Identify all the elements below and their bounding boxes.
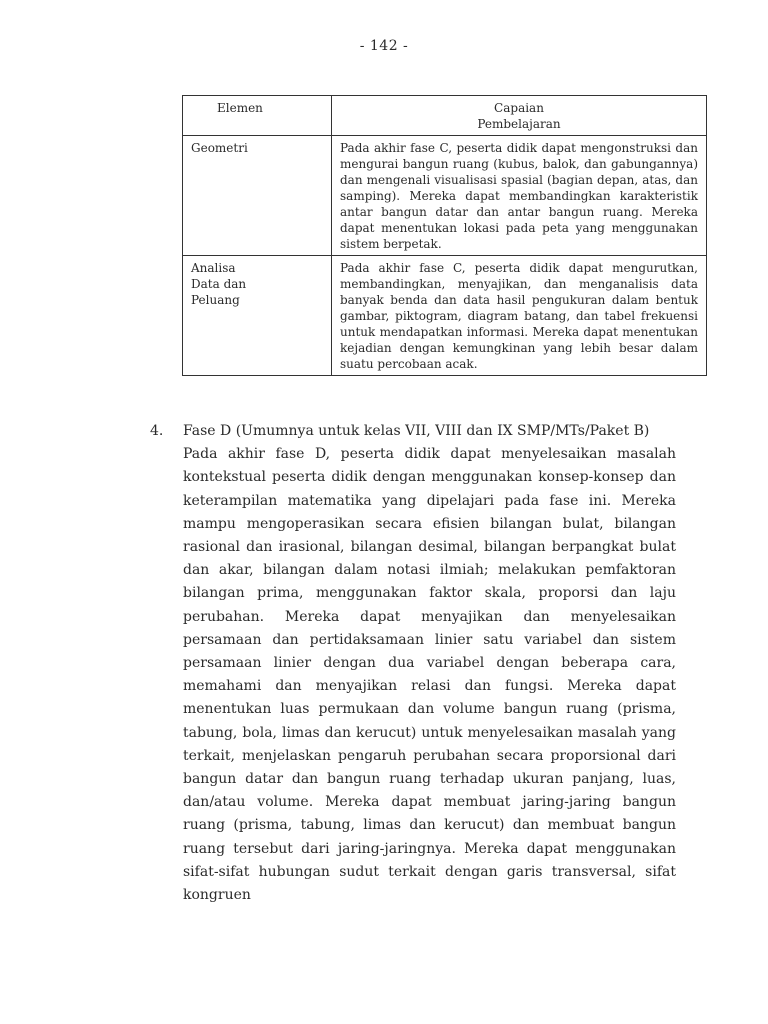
table-row [183, 256, 707, 376]
row-element-name: Analisa Data dan Peluang [183, 256, 332, 376]
row-element-description: Pada akhir fase C, peserta didik dapat mengurutkan, membandingkan, menyajikan, dan menganalisis data banyak benda dan data hasil pengukuran dalam bentuk gambar, piktogram, diagram batang, dan tabel frekuensi untuk mendapatkan informasi. Mereka dapat menentukan kejadian dengan kemungkinan yang lebih besar dalam suatu percobaan acak. [332, 256, 707, 376]
learning-outcomes-table [182, 95, 707, 376]
header-elemen: Elemen [183, 96, 332, 136]
section-heading: Fase D (Umumnya untuk kelas VII, VIII dan IX SMP/MTs/Paket B) [183, 423, 650, 439]
page-number: - 142 - [359, 38, 409, 54]
header-capaian-pembelajaran: Capaian Pembelajaran [332, 96, 707, 136]
table-header-row [183, 96, 707, 136]
row-element-description: Pada akhir fase C, peserta didik dapat mengonstruksi dan mengurai bangun ruang (kubus, balok, dan gabungannya) dan mengenali visualisasi spasial (bagian depan, atas, dan samping). Mereka dapat membandingkan karakteristik antar bangun datar dan antar bangun ruang. Mereka dapat menentukan lokasi pada peta yang menggunakan sistem berpetak. [332, 136, 707, 256]
section-body-paragraph: Pada akhir fase D, peserta didik dapat menyelesaikan masalah kontekstual peserta didik dengan menggunakan konsep-konsep dan keterampilan matematika yang dipelajari pada fase ini. Mereka mampu mengoperasikan secara efisien bilangan bulat, bilangan rasional dan irasional, bilangan desimal, bilangan berpangkat bulat dan akar, bilangan dalam notasi ilmiah; melakukan pemfaktoran bilangan prima, menggunakan faktor skala, proporsi dan laju perubahan. Mereka dapat menyajikan dan menyelesaikan persamaan dan pertidaksamaan linier satu variabel dan sistem persamaan linier dengan dua variabel dengan beberapa cara, memahami dan menyajikan relasi dan fungsi. Mereka dapat menentukan luas permukaan dan volume bangun ruang (prisma, tabung, bola, limas dan kerucut) untuk menyelesaikan masalah yang terkait, menjelaskan pengaruh perubahan secara proporsional dari bangun datar dan bangun ruang terhadap ukuran panjang, luas, dan/atau volume. Mereka dapat membuat jaring-jaring bangun ruang (prisma, tabung, limas dan kerucut) dan membuat bangun ruang tersebut dari jaring-jaringnya. Mereka dapat menggunakan sifat-sifat hubungan sudut terkait dengan garis transversal, sifat kongruen [183, 446, 676, 904]
row-element-name: Geometri [183, 136, 332, 256]
section-fase-d [150, 420, 676, 907]
table-row [183, 136, 707, 256]
section-number: 4. [150, 423, 164, 439]
